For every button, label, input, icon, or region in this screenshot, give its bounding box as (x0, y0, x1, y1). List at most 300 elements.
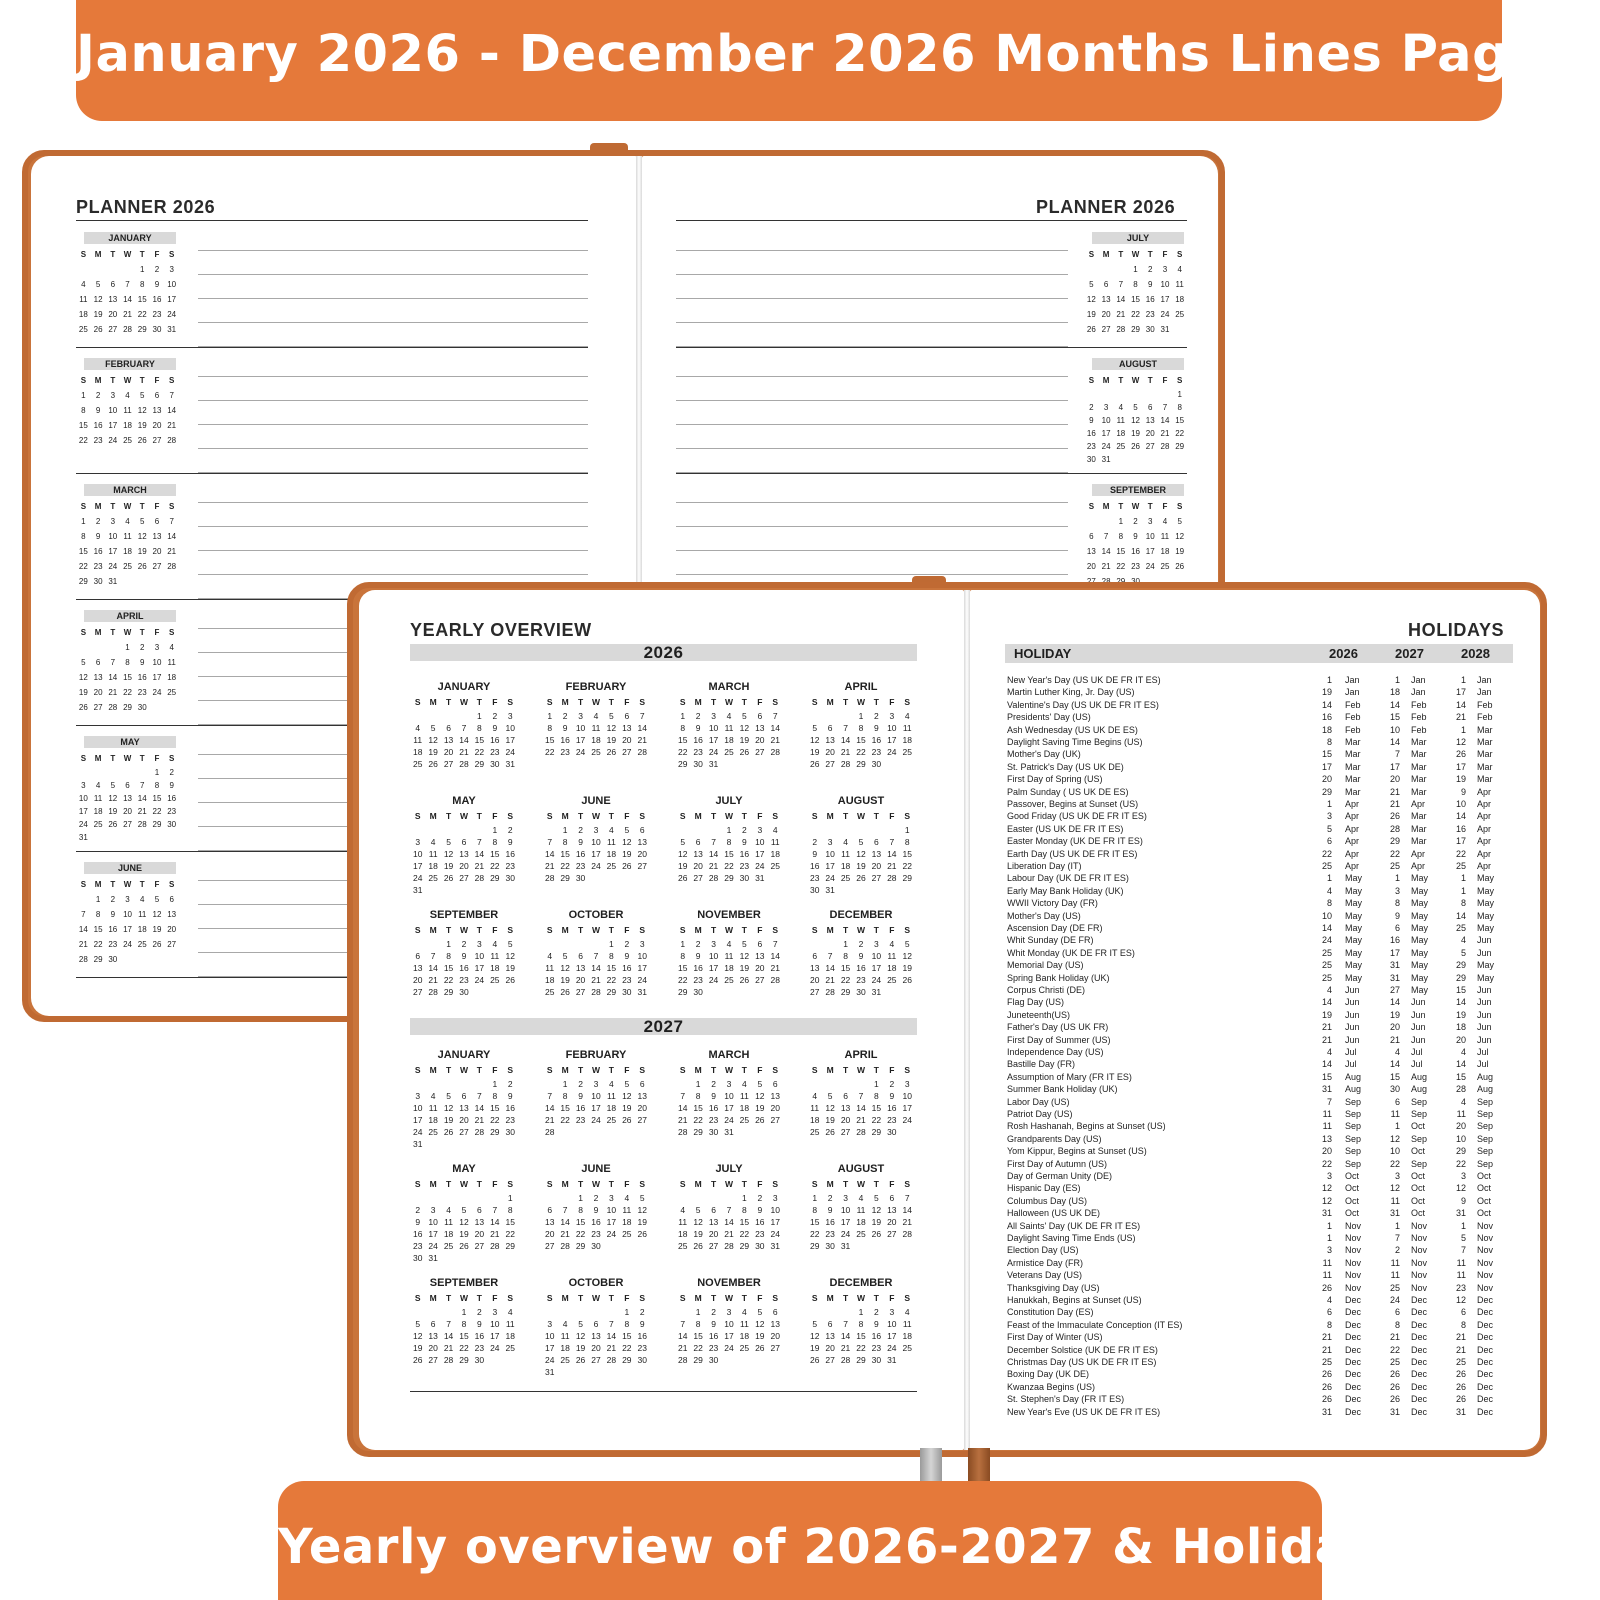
day-cell: 30 (739, 873, 750, 883)
weekday-row (542, 1177, 650, 1192)
day-cell: 14 (490, 1217, 500, 1227)
holiday-month: May (1477, 972, 1495, 983)
holiday-month: Feb (1411, 712, 1427, 723)
day-cell: 14 (724, 1217, 734, 1227)
day-cell: 16 (137, 673, 147, 682)
week-row (542, 1126, 650, 1138)
holiday-month: Nov (1477, 1220, 1494, 1231)
day-cell: 13 (755, 951, 765, 961)
day-cell: 30 (637, 1355, 647, 1365)
holiday-row (1007, 1058, 1513, 1070)
week-row (1084, 529, 1187, 544)
holiday-row (1007, 786, 1513, 798)
holiday-day: 1 (1460, 724, 1466, 735)
month-label: MARCH (84, 484, 176, 496)
day-cell: 13 (1086, 547, 1096, 556)
day-cell: 15 (1175, 416, 1185, 425)
day-cell: 6 (889, 1193, 895, 1203)
day-cell: 17 (887, 735, 897, 745)
month-label: AUGUST (1092, 358, 1184, 370)
day-cell: 20 (123, 807, 132, 816)
day-cell: 15 (575, 1217, 586, 1227)
day-cell: 7 (547, 1091, 553, 1101)
day-cell: 17 (544, 1343, 555, 1353)
day-cell: 29 (575, 1241, 586, 1251)
holiday-month: Nov (1477, 1233, 1494, 1243)
day-cell: 3 (547, 1319, 553, 1329)
holiday-day: 13 (1321, 1133, 1332, 1144)
week-row (1084, 544, 1187, 559)
day-cell: 25 (93, 820, 103, 829)
holiday-day: 7 (1460, 1245, 1466, 1256)
day-cell: 27 (755, 747, 765, 757)
day-cell: 15 (560, 849, 570, 859)
day-cell: 27 (887, 1229, 897, 1239)
month-label: APRIL (84, 610, 176, 622)
holiday-month: Apr (1477, 786, 1492, 797)
day-cell (1099, 262, 1114, 277)
day-cell: 9 (889, 1091, 895, 1101)
holiday-day: 30 (1389, 1084, 1400, 1095)
day-cell: 17 (108, 547, 118, 556)
day-cell (752, 1126, 767, 1138)
weekday-label: S (80, 880, 87, 889)
holiday-row (1007, 748, 1513, 760)
week-row (675, 872, 783, 884)
weekday-label: T (710, 925, 717, 935)
day-cell: 16 (809, 861, 820, 871)
weekday-label: W (724, 1065, 733, 1075)
weekday-label: W (1131, 376, 1140, 385)
weekday-label: S (811, 1293, 818, 1303)
day-cell: 8 (446, 951, 451, 961)
holiday-name: Assumption of Mary (FR IT ES) (1007, 1071, 1132, 1082)
holiday-month: Mar (1411, 836, 1427, 847)
week-row (76, 403, 179, 418)
holiday-month: Sep (1345, 1096, 1362, 1107)
holiday-month: May (1411, 935, 1429, 946)
week-row (807, 938, 915, 950)
weekday-label: M (1102, 376, 1110, 385)
holiday-month: Jun (1411, 997, 1426, 1008)
day-cell: 19 (606, 735, 617, 745)
day-cell: 2 (874, 1307, 879, 1317)
day-cell: 24 (123, 940, 132, 949)
day-cell (573, 1366, 588, 1378)
week-row (76, 529, 179, 544)
holiday-month: Nov (1411, 1220, 1428, 1231)
day-cell: 20 (459, 861, 469, 871)
weekday-label: M (429, 1179, 437, 1189)
holiday-month: Mar (1411, 811, 1427, 822)
holiday-month: Oct (1411, 1121, 1426, 1132)
day-cell: 7 (169, 517, 174, 526)
holiday-month: Dec (1477, 1357, 1494, 1367)
holiday-name: Daylight Saving Time Ends (US) (1007, 1233, 1136, 1243)
day-cell: 9 (639, 1319, 645, 1329)
day-cell: 10 (606, 1205, 617, 1215)
day-cell: 19 (412, 1343, 423, 1353)
day-cell: 10 (755, 837, 765, 847)
holiday-day: 3 (1394, 885, 1400, 896)
week-row (542, 1342, 650, 1354)
day-cell: 14 (840, 1331, 851, 1341)
day-cell: 8 (1133, 280, 1138, 289)
day-cell: 4 (609, 825, 614, 835)
day-cell: 4 (547, 951, 553, 961)
weekday-label: M (429, 697, 437, 707)
writing-line (198, 376, 588, 377)
day-cell: 3 (772, 1193, 778, 1203)
day-cell: 11 (606, 837, 616, 847)
overview-month-2027-december (807, 1276, 915, 1366)
day-cell: 2 (140, 643, 145, 652)
day-cell: 24 (167, 310, 177, 319)
holiday-day: 6 (1326, 1307, 1332, 1318)
holiday-day: 24 (1389, 1295, 1400, 1305)
week-row (76, 418, 179, 433)
day-cell (690, 1192, 705, 1204)
weekday-label: T (445, 1293, 452, 1303)
day-cell (635, 1126, 650, 1138)
day-cell: 9 (169, 781, 174, 790)
weekday-label: S (169, 628, 175, 637)
day-cell: 1 (742, 1193, 747, 1203)
day-cell: 6 (1089, 532, 1094, 541)
holiday-day: 11 (1390, 1270, 1400, 1281)
day-cell: 21 (474, 861, 485, 871)
day-cell: 10 (152, 658, 162, 667)
day-cell: 16 (708, 1103, 719, 1113)
day-cell: 22 (856, 747, 866, 757)
day-cell: 3 (1162, 265, 1168, 274)
week-row (410, 746, 518, 758)
day-cell (807, 938, 822, 950)
weekday-label: W (591, 697, 600, 707)
week-row (410, 974, 518, 986)
weekday-label: M (826, 1065, 834, 1075)
day-cell: 7 (843, 1319, 848, 1329)
ribbon-marker-brown (968, 1448, 990, 1482)
planner-right-rule (676, 220, 1187, 221)
week-row (675, 1318, 783, 1330)
day-cell: 18 (724, 963, 734, 973)
day-cell (675, 1078, 690, 1090)
holiday-name: Passover, Begins at Sunset (US) (1007, 799, 1139, 809)
holiday-day: 9 (1460, 1195, 1466, 1206)
day-cell: 31 (755, 873, 765, 883)
writing-line (198, 274, 588, 275)
day-cell: 26 (677, 873, 688, 883)
day-cell: 4 (624, 1193, 630, 1203)
day-cell: 13 (840, 1103, 851, 1113)
weekday-label: F (757, 1065, 763, 1075)
day-cell: 16 (871, 735, 882, 745)
day-cell: 1 (492, 825, 498, 835)
day-cell: 5 (154, 895, 160, 904)
holiday-month: May (1411, 972, 1429, 983)
day-cell: 3 (889, 1307, 895, 1317)
day-cell: 9 (874, 723, 879, 733)
day-cell: 12 (637, 1205, 647, 1215)
day-cell: 16 (575, 849, 586, 859)
day-cell: 5 (812, 723, 818, 733)
day-cell: 13 (770, 1091, 780, 1101)
day-cell: 28 (840, 1355, 851, 1365)
day-cell: 4 (562, 1319, 568, 1329)
day-cell: 4 (446, 1205, 451, 1215)
day-cell: 19 (809, 1343, 820, 1353)
day-cell: 12 (560, 963, 570, 973)
day-cell: 29 (505, 1241, 515, 1251)
day-cell: 9 (461, 951, 467, 961)
writing-line (198, 322, 588, 323)
day-cell: 25 (591, 747, 601, 757)
holiday-name: Juneteenth(US) (1007, 1009, 1071, 1020)
day-cell: 16 (591, 1217, 601, 1227)
week-row (807, 860, 915, 872)
day-cell: 1 (1118, 517, 1124, 526)
week-row (675, 1078, 783, 1090)
day-cell: 8 (843, 951, 848, 961)
day-cell: 15 (693, 1331, 703, 1341)
weekday-label: W (123, 250, 132, 259)
week-row (542, 1318, 650, 1330)
day-cell: 11 (505, 1319, 515, 1329)
week-row (675, 1330, 783, 1342)
holiday-row (1007, 959, 1513, 971)
day-cell: 24 (825, 873, 835, 883)
holiday-day: 10 (1321, 910, 1332, 921)
day-cell: 12 (755, 1319, 765, 1329)
weekday-label: S (904, 697, 911, 707)
day-cell: 31 (724, 1127, 734, 1137)
day-cell: 16 (637, 1331, 647, 1341)
weekday-label: M (694, 1293, 702, 1303)
day-cell: 28 (1160, 442, 1170, 451)
day-cell (737, 986, 752, 998)
week-row (807, 1216, 915, 1228)
weekday-row (542, 809, 650, 824)
holiday-day: 21 (1321, 1332, 1332, 1343)
day-cell: 21 (902, 1217, 912, 1227)
day-cell: 29 (137, 325, 147, 334)
day-cell (838, 1306, 853, 1318)
day-cell (1172, 322, 1187, 337)
day-cell: 26 (637, 1229, 647, 1239)
day-cell (838, 824, 853, 836)
day-cell: 23 (637, 1343, 647, 1353)
holiday-name: Flag Day (US) (1007, 997, 1065, 1008)
day-cell: 9 (95, 532, 101, 541)
day-cell: 15 (490, 849, 500, 859)
weekday-label: M (826, 697, 834, 707)
week-row (76, 514, 179, 529)
day-cell: 30 (505, 873, 515, 883)
holiday-day: 22 (1455, 1158, 1466, 1169)
day-cell: 9 (695, 723, 701, 733)
day-cell: 24 (544, 1355, 555, 1365)
day-cell: 23 (137, 688, 147, 697)
holiday-month: Dec (1411, 1394, 1428, 1405)
weekday-label: S (414, 697, 421, 707)
day-cell: 6 (446, 723, 451, 733)
weekday-label: S (772, 697, 779, 707)
holiday-name: Summer Bank Holiday (UK) (1007, 1084, 1118, 1095)
holiday-day: 14 (1321, 1059, 1332, 1070)
holiday-month: Dec (1477, 1332, 1494, 1343)
day-cell (675, 1192, 690, 1204)
holiday-day: 25 (1455, 861, 1466, 871)
day-cell: 13 (1145, 416, 1155, 425)
day-cell: 21 (123, 310, 132, 319)
day-cell: 27 (152, 562, 162, 571)
holiday-day: 10 (1455, 1133, 1466, 1144)
day-cell: 15 (474, 735, 485, 745)
holiday-month: Jun (1477, 947, 1492, 958)
day-cell: 17 (167, 295, 177, 304)
day-cell (706, 1192, 721, 1204)
writing-line (676, 250, 1068, 251)
day-cell: 3 (415, 1091, 421, 1101)
overview-month-2026-november (675, 908, 783, 998)
weekday-label: T (139, 502, 145, 511)
weekday-label: S (679, 1065, 686, 1075)
day-cell: 24 (724, 1115, 734, 1125)
week-row (542, 734, 650, 746)
day-cell: 11 (428, 849, 438, 859)
weekday-label: W (459, 1293, 468, 1303)
weekday-label: S (904, 1065, 911, 1075)
day-cell: 24 (708, 747, 719, 757)
weekday-label: F (492, 697, 498, 707)
holiday-day: 4 (1326, 985, 1332, 995)
holiday-name: Veterans Day (US) (1007, 1270, 1083, 1281)
writing-line (676, 322, 1068, 323)
day-cell: 20 (591, 1343, 601, 1353)
weekday-label: T (1118, 250, 1124, 259)
weekday-label: S (639, 1293, 646, 1303)
day-cell (503, 986, 518, 998)
day-cell: 16 (1145, 295, 1155, 304)
day-cell: 7 (492, 1205, 498, 1215)
day-cell: 5 (639, 1193, 645, 1203)
weekday-label: S (414, 811, 421, 821)
day-cell: 31 (708, 759, 719, 769)
holiday-month: Aug (1345, 1084, 1362, 1095)
week-row (410, 1078, 518, 1090)
holiday-day: 2 (1394, 1245, 1400, 1256)
day-cell: 27 (809, 987, 820, 997)
overview-month-2027-february (542, 1048, 650, 1138)
day-cell: 22 (123, 688, 132, 697)
holiday-month: Mar (1345, 774, 1361, 785)
weekday-label: S (169, 250, 175, 259)
week-row (410, 1342, 518, 1354)
day-cell: 20 (637, 849, 647, 859)
day-cell: 7 (680, 1091, 686, 1101)
holiday-name: Memorial Day (US) (1007, 960, 1084, 971)
day-cell: 11 (887, 951, 897, 961)
weekday-label: T (1147, 376, 1153, 385)
day-cell (721, 1192, 736, 1204)
day-cell (822, 1078, 837, 1090)
week-row (675, 962, 783, 974)
week-row (542, 950, 650, 962)
mini-calendar-april (76, 610, 179, 715)
holiday-month: Feb (1411, 699, 1427, 710)
day-cell (150, 831, 165, 844)
day-cell (441, 1078, 456, 1090)
bottom-banner-title: Yearly overview of 2026-2027 & Holidays (278, 1481, 1322, 1600)
week-row (1084, 292, 1187, 307)
day-cell (706, 986, 721, 998)
day-cell: 24 (724, 1343, 734, 1353)
day-cell: 28 (459, 759, 469, 769)
month-name: MAY (452, 1163, 476, 1175)
day-cell: 10 (708, 723, 719, 733)
holiday-row (1007, 1331, 1513, 1343)
week-row (675, 1342, 783, 1354)
holiday-day: 20 (1321, 1146, 1332, 1157)
holiday-day: 29 (1455, 1146, 1466, 1157)
week-row (410, 1102, 518, 1114)
holiday-month: Dec (1477, 1295, 1494, 1305)
day-cell: 16 (708, 1331, 719, 1341)
week-row (410, 986, 518, 998)
day-cell (604, 872, 619, 884)
day-cell: 15 (871, 1103, 882, 1113)
day-cell: 27 (1145, 442, 1155, 451)
day-cell: 26 (809, 759, 820, 769)
day-cell (441, 1252, 456, 1264)
day-cell: 4 (492, 939, 498, 949)
week-row (542, 986, 650, 998)
holiday-day: 19 (1455, 774, 1466, 785)
holiday-day: 11 (1456, 1257, 1466, 1268)
day-cell: 20 (825, 747, 835, 757)
holiday-day: 21 (1389, 1034, 1400, 1045)
week-row (1084, 277, 1187, 292)
weekday-row (410, 923, 518, 938)
holiday-row (1007, 1195, 1513, 1207)
day-cell: 21 (474, 1115, 485, 1125)
day-cell: 29 (490, 873, 500, 883)
holiday-month: May (1345, 885, 1363, 896)
holiday-day: 16 (1389, 935, 1400, 946)
day-cell: 5 (461, 1205, 467, 1215)
weekday-label: F (154, 250, 160, 259)
holiday-day: 1 (1326, 1220, 1332, 1231)
weekday-label: F (154, 880, 160, 889)
day-cell (675, 1306, 690, 1318)
weekday-label: W (1131, 250, 1140, 259)
weekday-label: T (476, 1293, 482, 1303)
weekday-label: S (80, 250, 87, 259)
day-cell: 5 (757, 1307, 763, 1317)
day-cell: 23 (591, 1229, 601, 1239)
day-cell: 15 (544, 735, 555, 745)
day-cell: 23 (167, 807, 177, 816)
day-cell: 18 (739, 1103, 750, 1113)
holiday-month: Mar (1477, 724, 1493, 735)
day-cell: 1 (140, 265, 145, 274)
week-row (542, 1216, 650, 1228)
day-cell: 21 (856, 1115, 866, 1125)
holiday-day: 21 (1321, 1344, 1332, 1355)
holiday-month: Dec (1345, 1357, 1362, 1367)
holiday-day: 26 (1389, 811, 1400, 822)
